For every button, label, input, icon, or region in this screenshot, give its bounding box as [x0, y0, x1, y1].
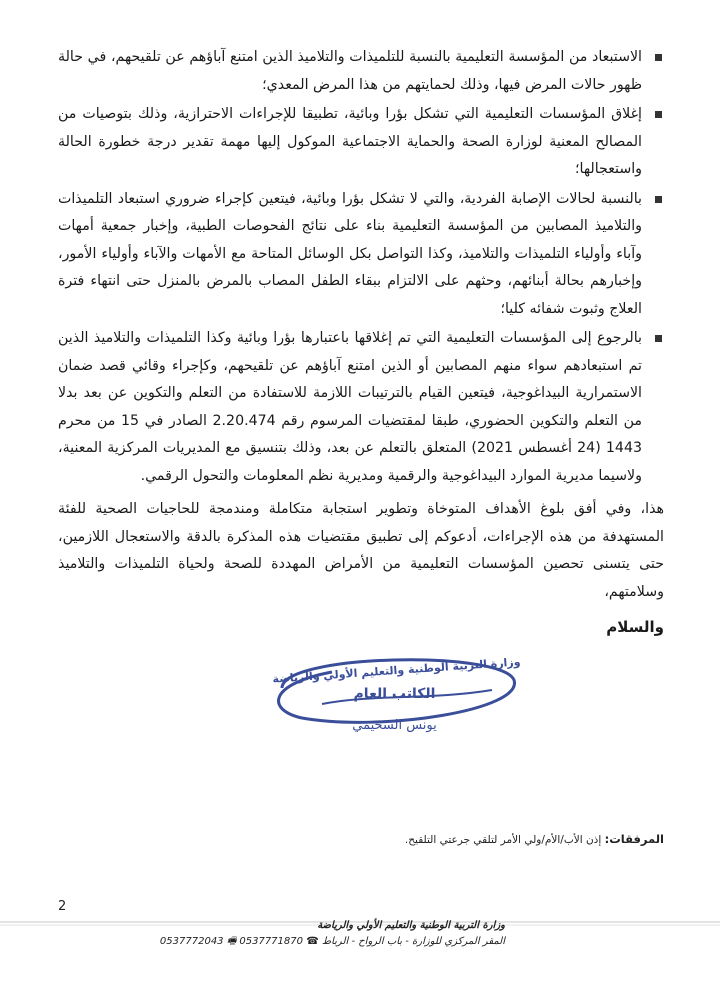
square-bullet-icon: [655, 111, 662, 118]
signature-stamp: [262, 640, 527, 740]
concluding-paragraph: هذا، وفي أفق بلوغ الأهداف المتوخاة وتطوير استجابة متكاملة ومندمجة للحاجيات الصحية للفئة المستهدفة من هذه الإجراءات، أدعوكم إلى تطبيق مقتضيات هذه المذكرة بالدقة والاستعجال اللازمين، حتى يتسنى تحصين المؤسسات التعليمية من الأمراض المهددة للصحة ولحياة التلميذات والتلاميذ وسلامتهم،: [58, 501, 664, 600]
page-footer: [160, 918, 505, 950]
paragraph-text: بالرجوع إلى المؤسسات التعليمية التي تم إغلاقها باعتبارها بؤرا وبائية وكذا التلميذات والتلاميذ الذين تم استبعادهم سواء منهم المصابين أو الذين امتنع آباؤهم عن تلقيحهم، وكإجراء وقائي قصد ضمان الاستمرارية البيداغوجية، فيتعين القيام بالترتيبات اللازمة للاستفادة من التعلم والتكوين عن بعد بدلا من التعلم والتكوين الحضوري، طبقا لمقتضيات المرسوم رقم 2.20.474 الصادر في 15 من محرم 1443 (24 أغسطس 2021) المتعلق بالتعلم عن بعد، وذلك بتنسيق مع المديريات المركزية المعنية، ولاسيما مديرية الموارد البيداغوجية والرقمية ومديرية نظم المعلومات والتحول الرقمي.: [58, 330, 642, 484]
phone-icon: ☎: [306, 936, 319, 947]
footer-phone: 0537771870: [239, 936, 303, 947]
square-bullet-icon: [655, 54, 662, 61]
square-bullet-icon: [655, 196, 662, 203]
closing-salutation: والسلام: [606, 618, 664, 636]
bullet-paragraph-2: [58, 101, 664, 184]
signature-name: يونس السحيمي: [352, 718, 437, 733]
paragraph-text: بالنسبة لحالات الإصابة الفردية، والتي لا تشكل بؤرا وبائية، فيتعين كإجراء ضروري استبعاد التلميذات والتلاميذ المصابين من المؤسسة التعليمية بناء على نتائج الفحوصات الطبية، وإخبار جمعية أمهات وآباء وأولياء التلميذات والتلاميذ، وكذا التواصل بكل الوسائل المتاحة مع الأمهات والآباء وأولياء الأمور، وإخبارهم بحالة أبنائهم، وحثهم على الالتزام ببقاء الطفل المصاب بالمرض بالمنزل حتى انتهاء فترة العلاج وثبوت شفائه كليا؛: [58, 190, 642, 317]
bullet-paragraph-4: [58, 325, 664, 490]
footer-ministry: وزارة التربية الوطنية والتعليم الأولي والرياضة: [317, 920, 505, 931]
attachments-text: إذن الأب/الأم/ولي الأمر لتلقي جرعتي التلقيح.: [404, 834, 602, 846]
paragraph-text: إغلاق المؤسسات التعليمية التي تشكل بؤرا وبائية، تطبيقا للإجراءات الاحترازية، وذلك بتوصيات من المصالح المعنية لوزارة الصحة والحماية الاجتماعية الموكول إليها مهمة تقدير درجة خطورة الحالة واستعجالها؛: [58, 106, 642, 177]
paragraph-text: الاستبعاد من المؤسسة التعليمية بالنسبة للتلميذات والتلاميذ الذين امتنع آباؤهم عن تلقيحهم، في حالة ظهور حالات المرض فيها، وذلك لحمايتهم من هذا المرض المعدي؛: [58, 49, 642, 93]
signature-ministry: وزارة التربية الوطنية والتعليم الأولي والرياضة: [272, 655, 521, 686]
attachments-label: المرفقات:: [604, 832, 664, 846]
document-body: [58, 44, 664, 642]
footer-contact: [160, 934, 505, 950]
fax-icon: 🖷: [226, 936, 237, 947]
square-bullet-icon: [655, 335, 662, 342]
bullet-paragraph-1: [58, 44, 664, 99]
bullet-paragraph-3: [58, 186, 664, 324]
page-number: 2: [58, 899, 67, 914]
footer-fax: 0537772043: [159, 936, 224, 947]
footer-address: المقر المركزي للوزارة - باب الرواح - الرباط: [321, 936, 505, 947]
signature-title: الكاتب العام: [353, 686, 436, 702]
attachments-note: [405, 832, 664, 846]
